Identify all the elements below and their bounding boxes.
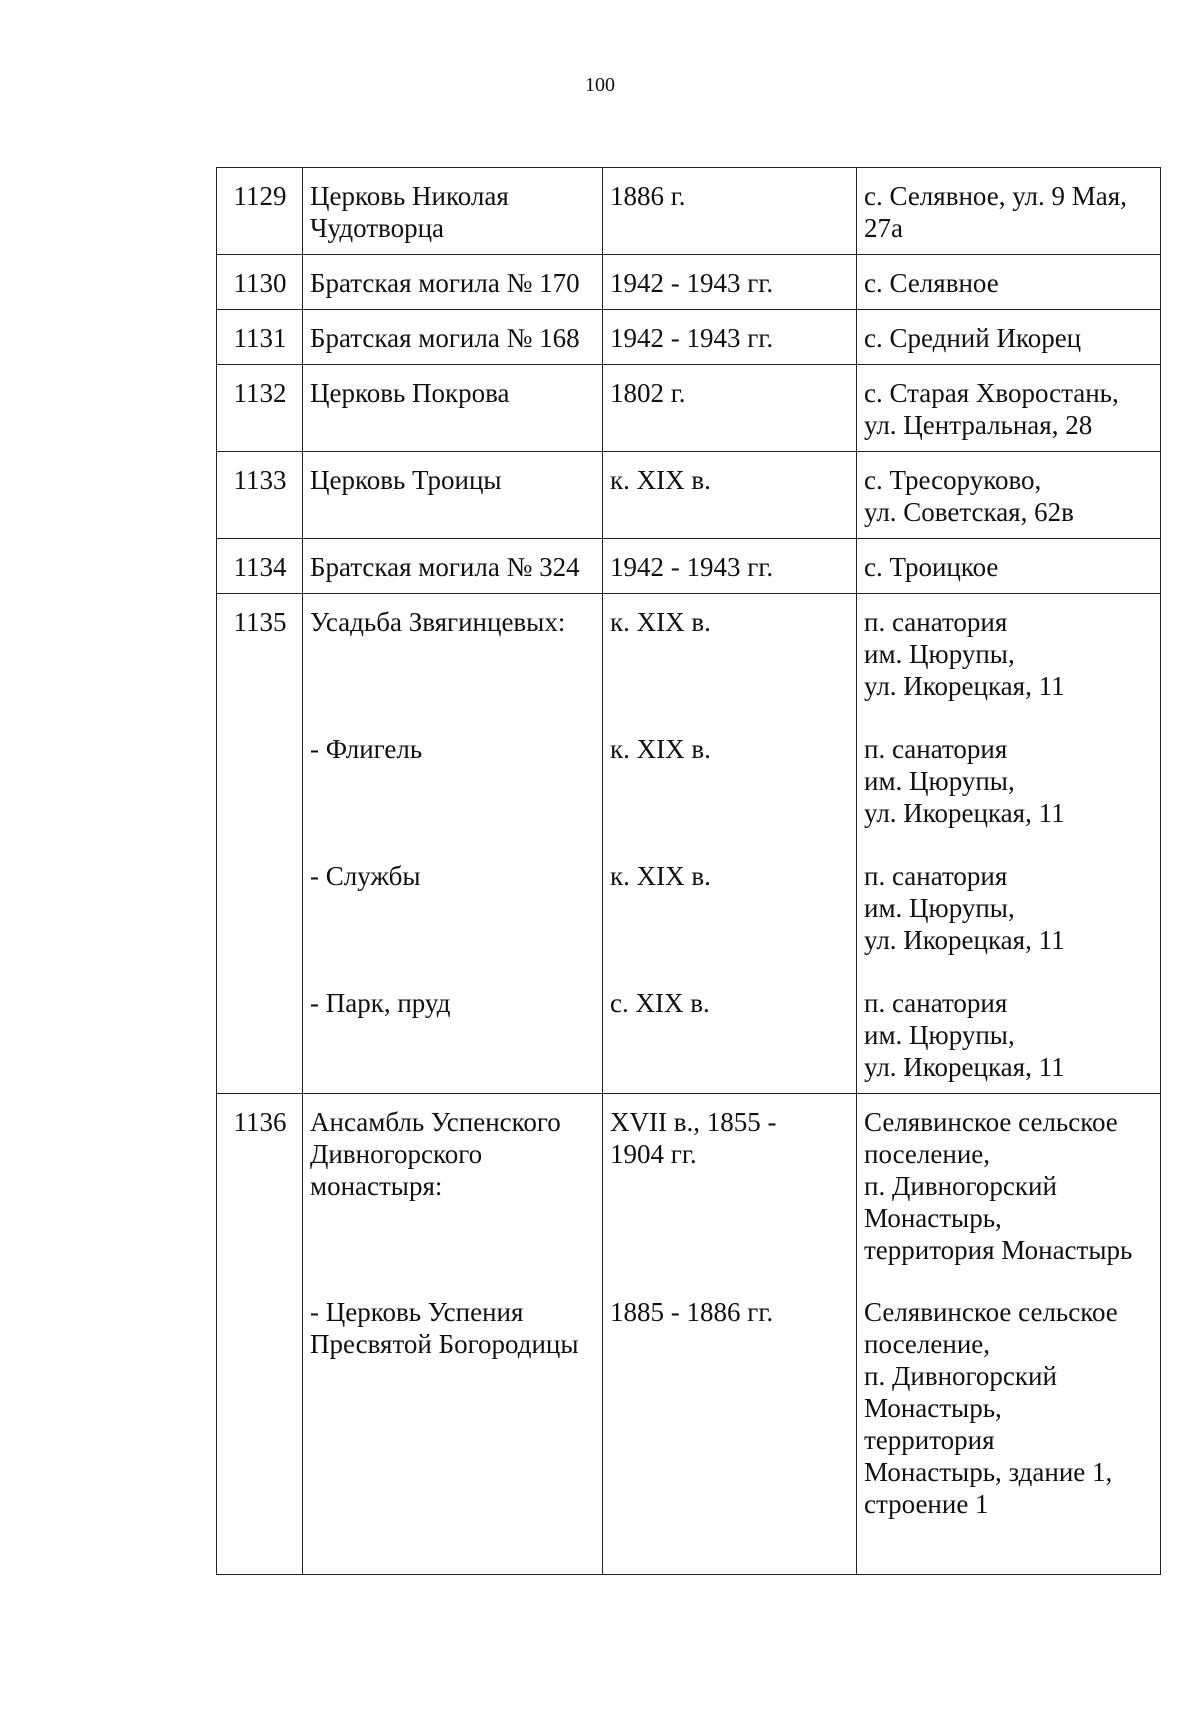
monument-address-line: с. Троицкое [864,552,999,582]
table-row [217,987,1161,1094]
monument-address-line: им. Цюрупы, [864,893,1015,923]
monument-address-line: ул. Икорецкая, 11 [864,798,1065,828]
monument-name-line: Братская могила № 170 [310,268,580,298]
monument-address-line: п. санатория [864,988,1008,1018]
monument-address-line: п. санатория [864,861,1008,891]
monument-address-line: Монастырь, здание 1, [864,1457,1113,1487]
monument-address-line: строение 1 [864,1489,989,1519]
monument-address [857,1094,1161,1297]
monument-date-line: 1904 гг. [610,1139,697,1169]
monument-name-line: Церковь Троицы [310,465,502,495]
monument-name-line: монастыря: [310,1171,443,1201]
monument-date-line: к. XIX в. [610,734,711,764]
monument-address-line: с. Селявное [864,268,999,298]
monument-address [857,168,1161,255]
monument-address-line: с. Селявное, ул. 9 Мая, [864,181,1127,211]
row-number [217,594,303,1094]
table-row [217,1094,1161,1297]
monument-date [603,987,857,1094]
monument-address-line: ул. Икорецкая, 11 [864,925,1065,955]
table-row [217,733,1161,860]
monument-date-line: к. XIX в. [610,465,711,495]
row-number-text: 1136 [233,1107,287,1137]
monument-address-line: ул. Икорецкая, 11 [864,671,1065,701]
table-row [217,255,1161,310]
monument-name [303,594,603,734]
table-row [217,1296,1161,1575]
table-row [217,594,1161,734]
monument-date-line: 1886 г. [610,181,686,211]
table-row [217,310,1161,365]
row-number-text: 1129 [233,181,287,211]
table-row [217,452,1161,539]
table-row [217,860,1161,987]
monument-name-line: Чудотворца [310,213,445,243]
monument-date [603,1296,857,1575]
monuments-table [216,167,1161,1575]
monument-name-line: Братская могила № 324 [310,552,580,582]
monument-name-line: Ансамбль Успенского [310,1107,561,1137]
monument-name [303,310,603,365]
monument-name-line: - Флигель [310,734,423,764]
monument-date [603,594,857,734]
monument-address-line: 27а [864,213,903,243]
row-number-text: 1132 [233,378,287,408]
monument-name [303,365,603,452]
monument-name-line: Усадьба Звягинцевых: [310,607,566,637]
monument-date-line: 1802 г. [610,378,686,408]
monument-address-line: им. Цюрупы, [864,1020,1015,1050]
row-number-text: 1135 [233,607,287,637]
table-row [217,365,1161,452]
monument-date [603,168,857,255]
monument-name-line: Церковь Покрова [310,378,510,408]
monument-address-line: Селявинское сельское [864,1297,1118,1327]
row-number-text: 1133 [233,465,287,495]
monument-address-line: п. санатория [864,734,1008,764]
monument-date-line: с. XIX в. [610,988,710,1018]
monument-address-line: п. Дивногорский [864,1361,1057,1391]
row-number-text: 1131 [233,323,287,353]
monument-date-line: 1942 - 1943 гг. [610,323,774,353]
monument-name [303,1296,603,1575]
table-row [217,539,1161,594]
monument-name [303,733,603,860]
monument-address-line: Монастырь, [864,1393,1002,1423]
monument-name-line: Пресвятой Богородицы [310,1329,579,1359]
monument-name-line: Дивногорского [310,1139,483,1169]
monument-address-line: п. Дивногорский [864,1171,1057,1201]
monument-address-line: ул. Центральная, 28 [864,410,1093,440]
monument-date [603,255,857,310]
monument-date-line: к. XIX в. [610,607,711,637]
monument-date [603,539,857,594]
monument-address [857,539,1161,594]
monument-address [857,860,1161,987]
row-number [217,255,303,310]
monument-date-line: к. XIX в. [610,861,711,891]
row-number-text: 1134 [233,552,287,582]
row-number [217,452,303,539]
row-number [217,168,303,255]
monument-date [603,733,857,860]
monument-address-line: территория Монастырь [864,1235,1133,1265]
monument-name-line: - Парк, пруд [310,988,451,1018]
monument-address [857,733,1161,860]
monument-name [303,168,603,255]
monument-address [857,987,1161,1094]
monument-address-line: с. Старая Хворостань, [864,378,1119,408]
monument-date [603,860,857,987]
monument-name [303,860,603,987]
monument-address [857,1296,1161,1575]
monument-address-line: Монастырь, [864,1203,1002,1233]
monument-address-line: поселение, [864,1139,991,1169]
monument-address-line: территория [864,1425,995,1455]
monument-date [603,310,857,365]
monument-name-line: - Службы [310,861,421,891]
row-number [217,365,303,452]
monument-address-line: им. Цюрупы, [864,766,1015,796]
monument-name [303,987,603,1094]
monument-name [303,539,603,594]
monument-date-line: 1885 - 1886 гг. [610,1297,774,1327]
monument-address-line: им. Цюрупы, [864,639,1015,669]
monument-address-line: Селявинское сельское [864,1107,1118,1137]
monument-date-line: 1942 - 1943 гг. [610,552,774,582]
monument-address [857,255,1161,310]
monument-date [603,365,857,452]
monument-address [857,365,1161,452]
monument-address [857,452,1161,539]
monument-name [303,452,603,539]
monument-address-line: поселение, [864,1329,991,1359]
monument-address [857,310,1161,365]
monument-date-line: 1942 - 1943 гг. [610,268,774,298]
row-number [217,1094,303,1575]
monument-address-line: с. Средний Икорец [864,323,1082,353]
monument-address [857,594,1161,734]
row-number-text: 1130 [233,268,287,298]
page-number: 100 [585,74,615,96]
monument-date-line: XVII в., 1855 - [610,1107,777,1137]
monument-name-line: Церковь Николая [310,181,509,211]
monument-name-line: - Церковь Успения [310,1297,524,1327]
table-row [217,168,1161,255]
monument-address-line: п. санатория [864,607,1008,637]
monument-name [303,1094,603,1297]
monument-name [303,255,603,310]
row-number [217,310,303,365]
monument-address-line: ул. Советская, 62в [864,497,1074,527]
monument-address-line: с. Тресоруково, [864,465,1042,495]
monument-address-line: ул. Икорецкая, 11 [864,1052,1065,1082]
row-number [217,539,303,594]
monument-name-line: Братская могила № 168 [310,323,580,353]
monument-date [603,452,857,539]
monument-date [603,1094,857,1297]
